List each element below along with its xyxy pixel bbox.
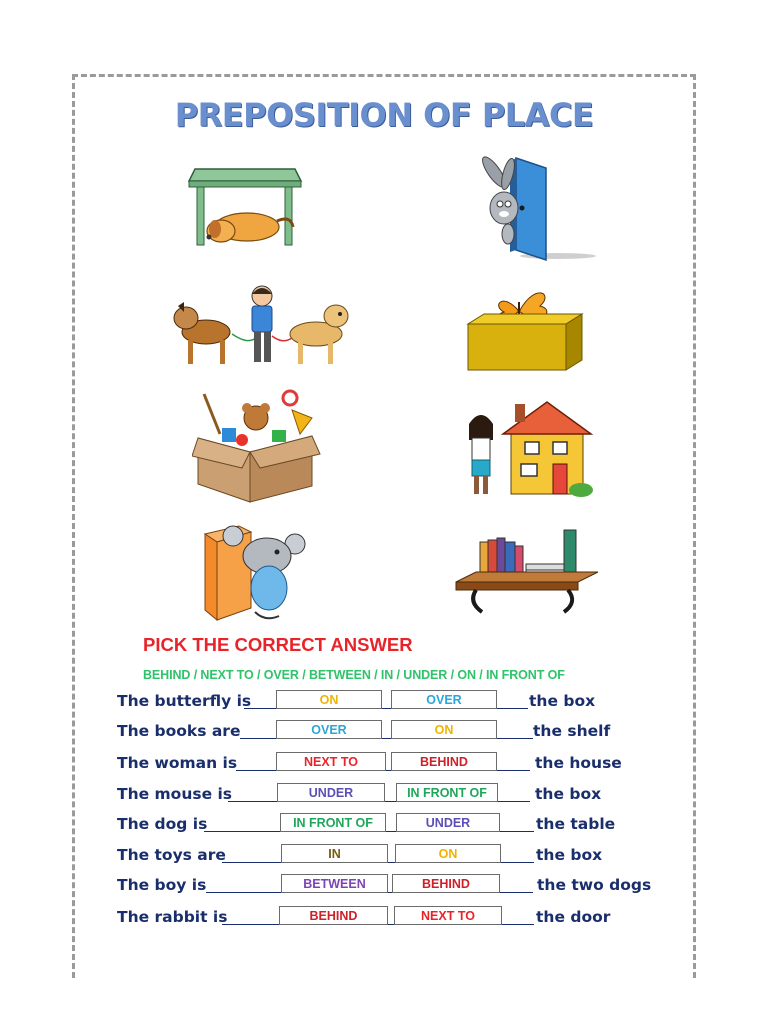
answer-option-button[interactable]: ON — [391, 720, 497, 739]
answer-option-button[interactable]: IN FRONT OF — [280, 813, 386, 832]
sentence-start: The dog is — [117, 815, 208, 833]
answer-option-button[interactable]: BEHIND — [391, 752, 497, 771]
answer-option-button[interactable]: BETWEEN — [281, 874, 388, 893]
exercise-heading: PICK THE CORRECT ANSWER — [143, 634, 413, 655]
exercise-row — [0, 752, 768, 780]
word-bank: BEHIND / NEXT TO / OVER / BETWEEN / IN / UNDER / ON / IN FRONT OF — [143, 668, 565, 682]
butterfly-over-box-icon — [462, 272, 587, 377]
sentence-end: the house — [535, 754, 622, 772]
answer-option-button[interactable]: UNDER — [396, 813, 500, 832]
exercise-row — [0, 720, 768, 748]
page-border — [72, 74, 696, 978]
rabbit-behind-door-icon — [468, 152, 598, 262]
sentence-end: the box — [536, 846, 603, 864]
boy-between-dogs-icon — [172, 282, 354, 370]
page-title: PREPOSITION OF PLACE — [174, 96, 594, 134]
sentence-end: the door — [536, 908, 611, 926]
answer-option-button[interactable]: BEHIND — [392, 874, 500, 893]
sentence-end: the table — [536, 815, 616, 833]
sentence-start: The rabbit is — [117, 908, 228, 926]
answer-option-button[interactable]: IN FRONT OF — [396, 783, 498, 802]
dog-under-table-icon — [185, 155, 305, 250]
exercise-row — [0, 813, 768, 841]
sentence-end: the box — [529, 692, 596, 710]
books-on-shelf-icon — [452, 522, 602, 622]
sentence-start: The butterfly is — [117, 692, 252, 710]
sentence-start: The toys are — [117, 846, 226, 864]
answer-option-button[interactable]: OVER — [276, 720, 382, 739]
answer-option-button[interactable]: ON — [276, 690, 382, 709]
toys-in-box-icon — [192, 388, 322, 506]
exercise-row — [0, 874, 768, 902]
sentence-end: the two dogs — [537, 876, 652, 894]
sentence-start: The woman is — [117, 754, 238, 772]
exercise-row — [0, 844, 768, 872]
exercise-row — [0, 906, 768, 934]
sentence-start: The mouse is — [117, 785, 233, 803]
sentence-end: the shelf — [533, 722, 611, 740]
exercise-row — [0, 690, 768, 718]
answer-option-button[interactable]: ON — [395, 844, 501, 863]
exercise-row — [0, 783, 768, 811]
sentence-start: The books are — [117, 722, 241, 740]
answer-option-button[interactable]: IN — [281, 844, 388, 863]
answer-option-button[interactable]: OVER — [391, 690, 497, 709]
answer-option-button[interactable]: BEHIND — [279, 906, 388, 925]
answer-option-button[interactable]: NEXT TO — [276, 752, 386, 771]
sentence-end: the box — [535, 785, 602, 803]
mouse-behind-box-icon — [195, 522, 325, 622]
answer-option-button[interactable]: UNDER — [277, 783, 385, 802]
answer-option-button[interactable]: NEXT TO — [394, 906, 502, 925]
woman-in-front-of-house-icon — [455, 398, 600, 500]
sentence-start: The boy is — [117, 876, 207, 894]
